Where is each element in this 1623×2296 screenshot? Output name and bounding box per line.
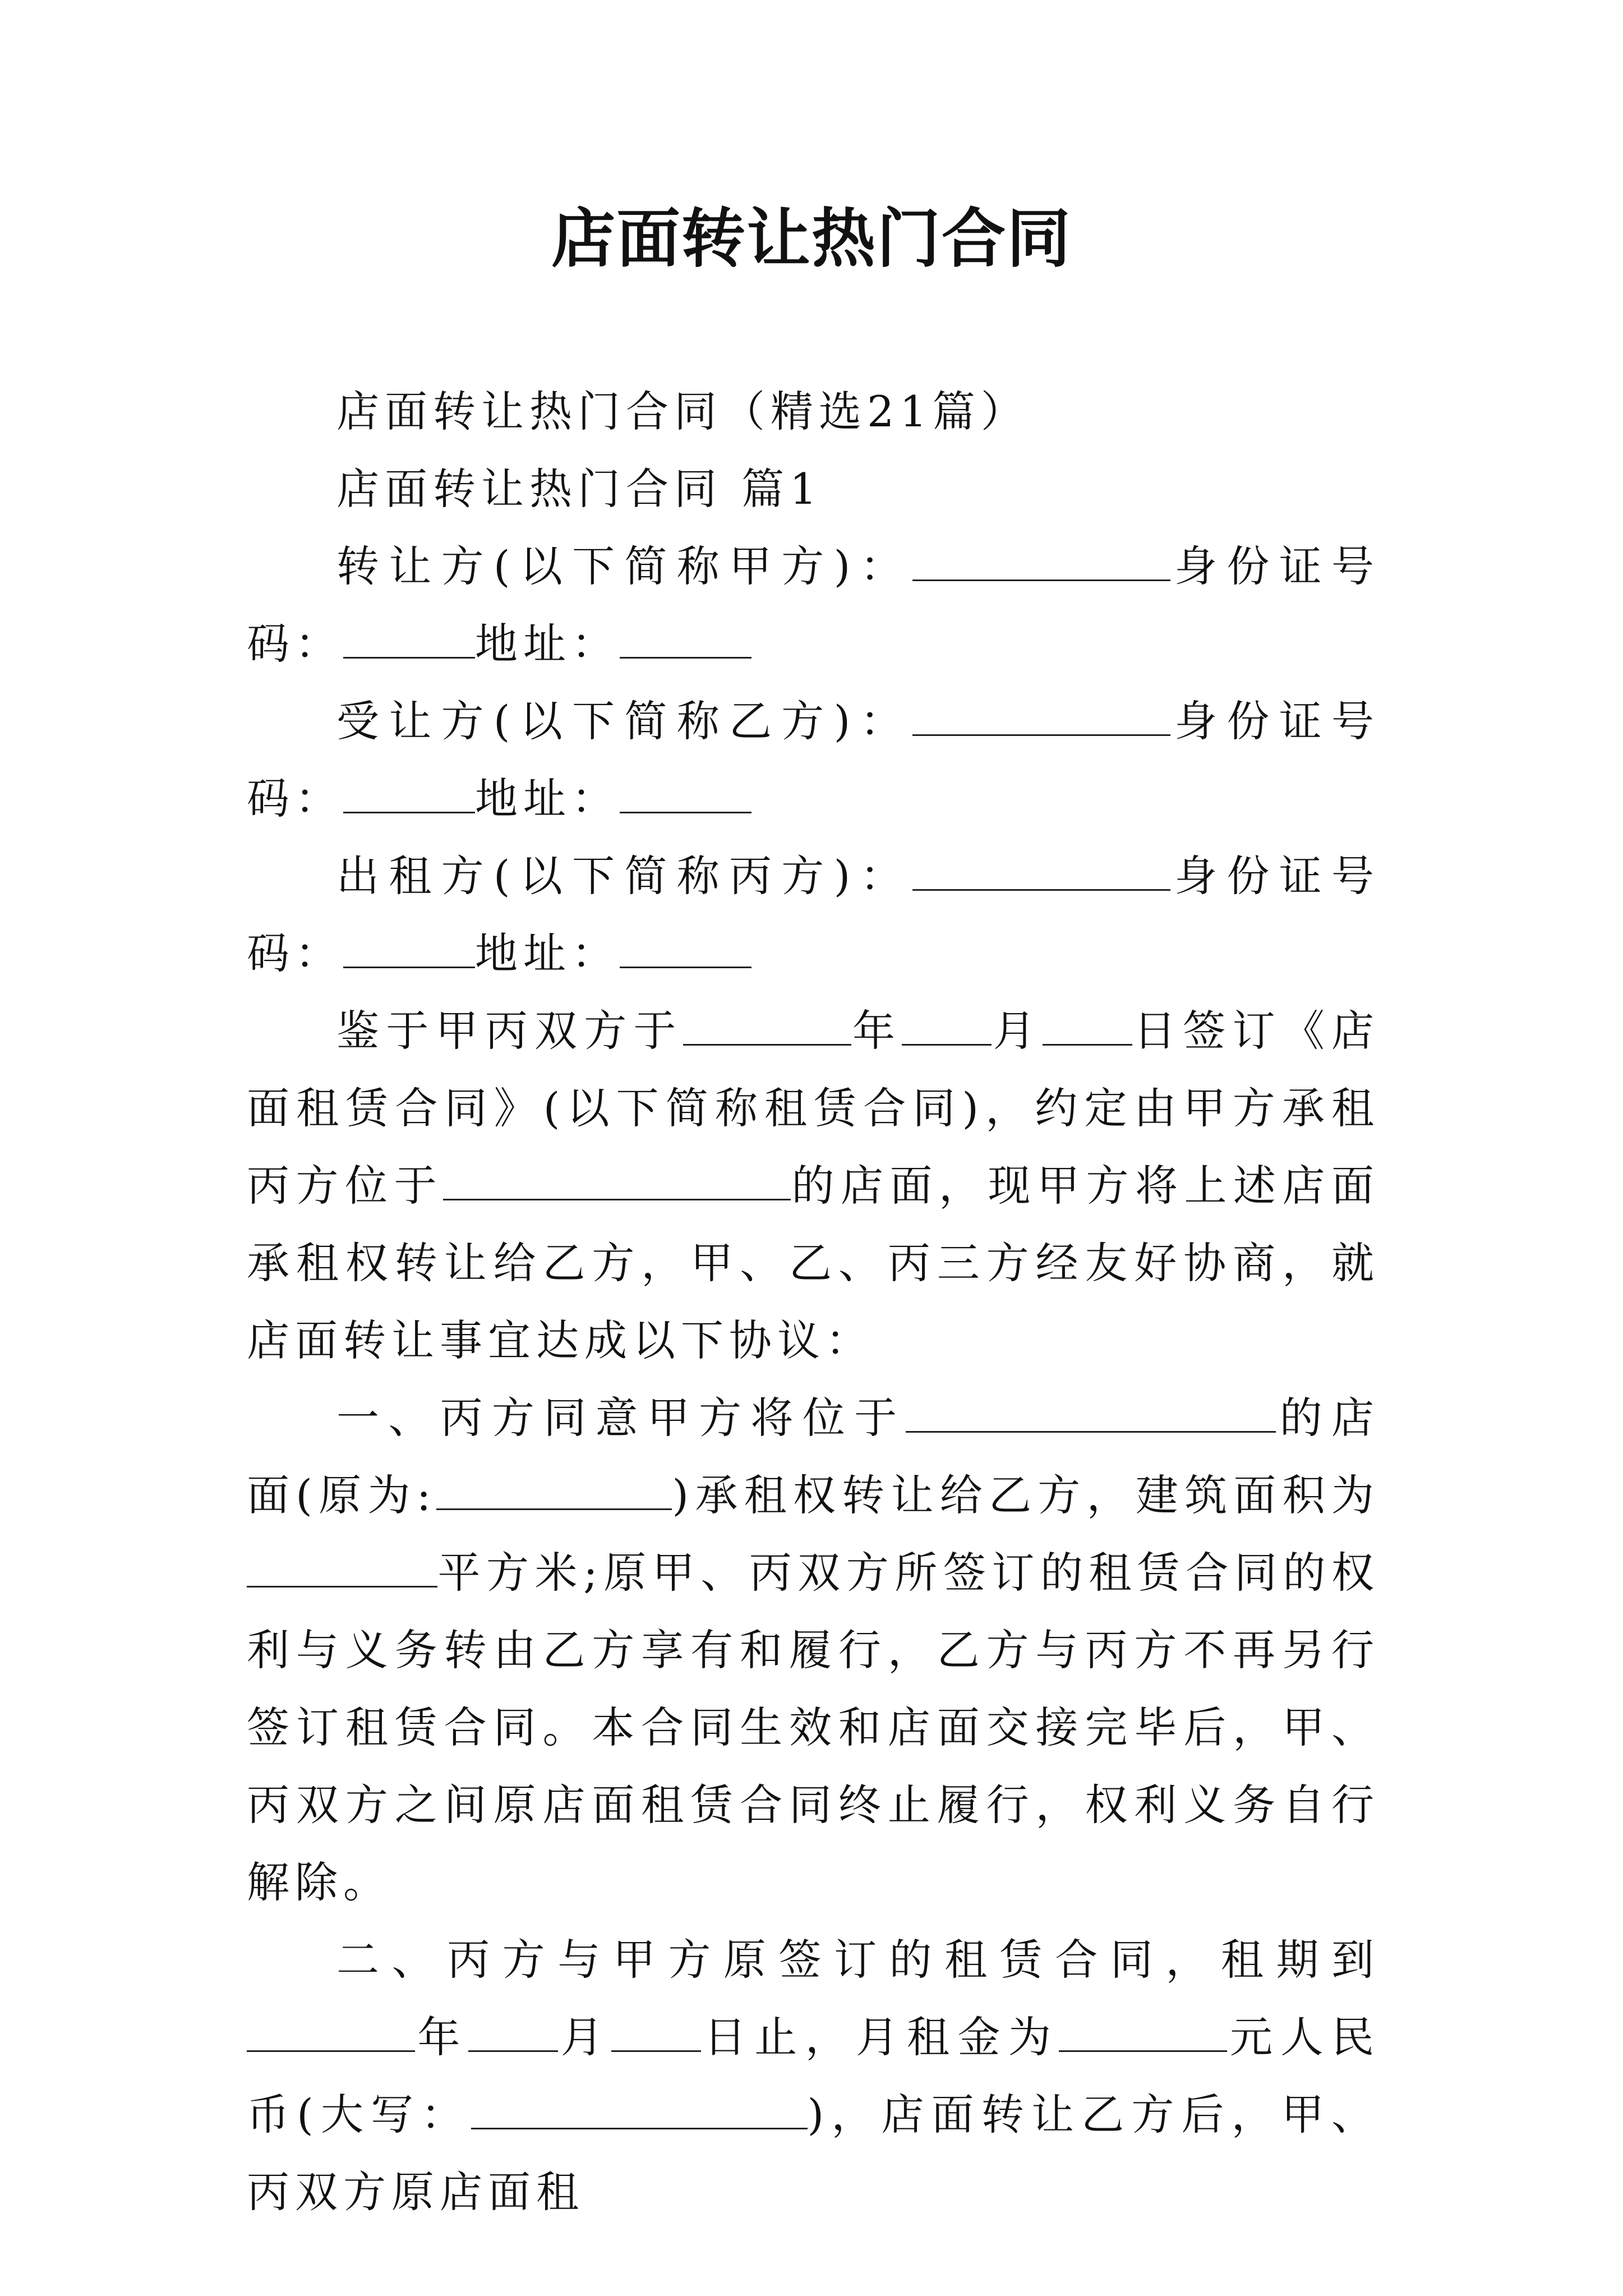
clause-2-text-2: 日止，月租金为: [701, 2012, 1059, 2062]
clause-2-text-4: )，店面转让乙方后，甲、丙双方原店面租: [247, 2090, 1380, 2217]
party-c-address-blank: [620, 967, 751, 968]
clause-2-uppercase-blank: [471, 2128, 808, 2129]
party-b-id-label: 身份证号码：: [247, 696, 1380, 823]
preamble-location-blank: [443, 1199, 791, 1200]
clause-1-location-blank: [906, 1431, 1276, 1433]
party-c-label: 出租方(以下简称丙方)：: [336, 851, 912, 901]
party-b-address-label: 地址：: [475, 774, 620, 823]
party-b-id-blank: [343, 812, 475, 813]
preamble-month-blank: [902, 1044, 992, 1046]
party-c-name-blank: [912, 889, 1170, 891]
preamble-day-blank: [1043, 1044, 1132, 1046]
document-title: 店面转让热门合同: [551, 201, 1072, 276]
party-c-id-label: 身份证号码：: [247, 851, 1380, 978]
subtitle: 店面转让热门合同（精选21篇）: [336, 386, 1029, 436]
clause-2-year-blank: [247, 2050, 415, 2052]
party-a-label: 转让方(以下简称甲方)：: [336, 541, 912, 591]
clause-1-text-2: 的店面(原为:: [247, 1393, 1380, 1520]
party-c-line: [247, 838, 1380, 992]
clause-1-text-1: 一、丙方同意甲方将位于: [336, 1393, 906, 1443]
preamble-month-label: 月: [992, 1006, 1043, 1056]
preamble-year-blank: [683, 1044, 851, 1046]
party-a-line: [247, 528, 1380, 683]
clause-1-original-blank: [436, 1508, 672, 1510]
clause-2-text-3: 元人民币(大写：: [247, 2012, 1380, 2139]
clause-2-month-blank: [468, 2050, 558, 2052]
clause-1-paragraph: [247, 1379, 1380, 1921]
party-b-name-blank: [912, 734, 1170, 736]
party-a-id-label: 身份证号码：: [247, 541, 1380, 669]
party-a-address-label: 地址：: [475, 619, 620, 669]
clause-2-rent-blank: [1059, 2050, 1227, 2052]
clause-2-day-blank: [611, 2050, 701, 2052]
party-a-id-blank: [343, 657, 475, 659]
preamble-year-label: 年: [851, 1006, 902, 1056]
party-b-label: 受让方(以下简称乙方)：: [336, 696, 912, 746]
party-b-line: [247, 683, 1380, 838]
preamble-paragraph: [247, 992, 1380, 1379]
clause-1-area-blank: [247, 1586, 437, 1588]
preamble-text-1: 鉴于甲丙双方于: [336, 1006, 683, 1056]
party-b-address-blank: [620, 812, 751, 813]
preamble-text-2: 日签订《店面租赁合同》(以下简称租赁合同)，约定由甲方承租丙方位于: [247, 1006, 1380, 1211]
clause-2-year-label: 年: [415, 2012, 469, 2062]
clause-1-text-4: 平方米;原甲、丙双方所签订的租赁合同的权利与义务转由乙方享有和履行，乙方与丙方不再另行签订租赁合同。本合同生效和店面交接完毕后，甲、丙双方之间原店面租赁合同终止履行，权利义务自行解除。: [247, 1548, 1380, 1907]
clause-2-text-1: 二、丙方与甲方原签订的租赁合同，租期到: [336, 1935, 1380, 1985]
clause-1-text-3: )承租权转让给乙方，建筑面积为: [672, 1470, 1380, 1520]
party-a-name-blank: [912, 579, 1170, 581]
preamble-text-3: 的店面，现甲方将上述店面承租权转让给乙方，甲、乙、丙三方经友好协商，就店面转让事宜达成以下协议：: [247, 1161, 1380, 1365]
document-body: [247, 373, 1380, 2231]
clause-2-paragraph: [247, 1921, 1380, 2231]
party-c-id-blank: [343, 967, 475, 968]
clause-2-month-label: 月: [558, 2012, 612, 2062]
section-heading: 店面转让热门合同 篇1: [336, 464, 823, 514]
party-c-address-label: 地址：: [475, 928, 620, 978]
party-a-address-blank: [620, 657, 751, 659]
